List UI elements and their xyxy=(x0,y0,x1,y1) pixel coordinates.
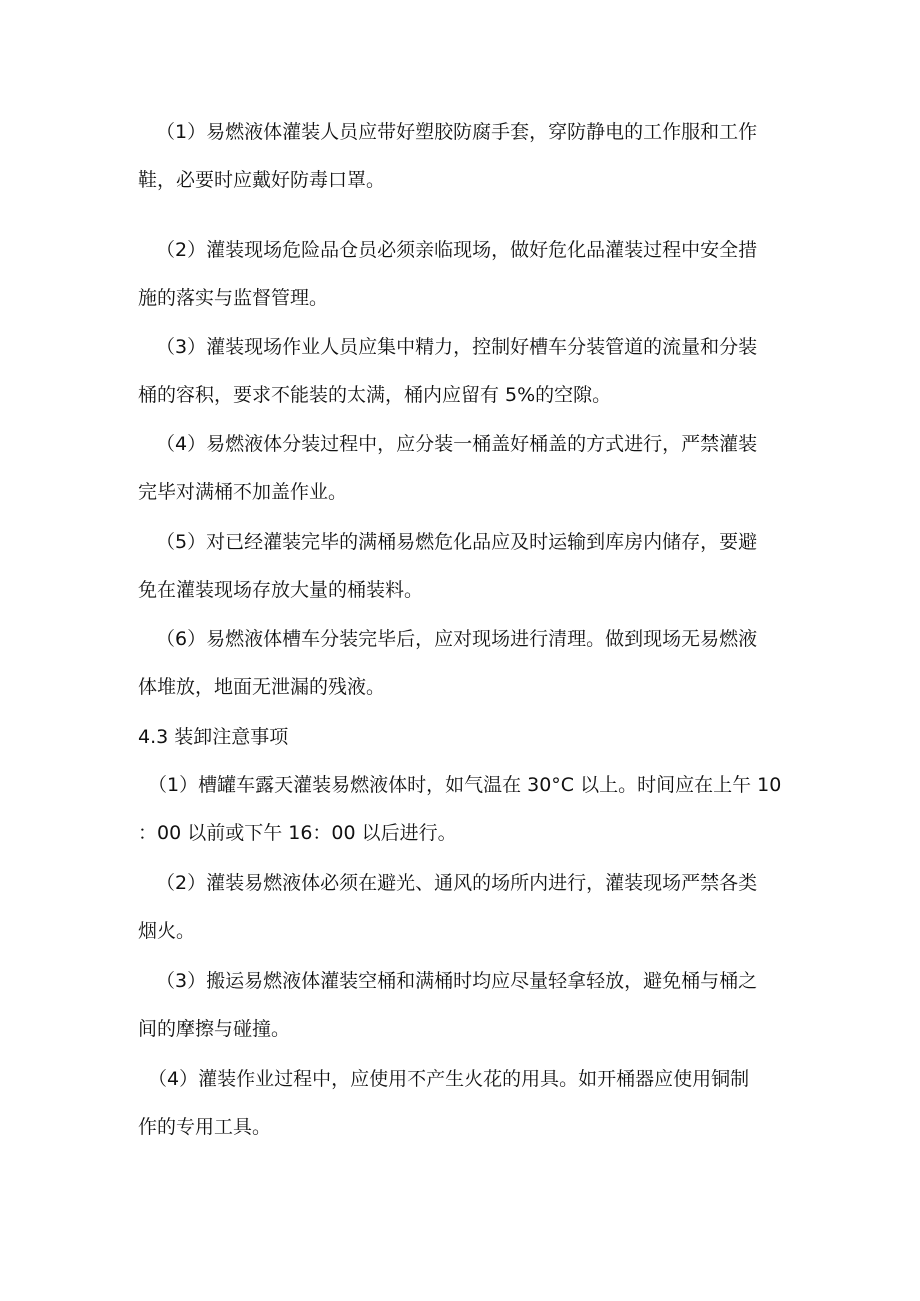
paragraph-5-line-2: 免在灌装现场存放大量的桶装料。 xyxy=(138,579,424,601)
paragraph-1-line-2: 鞋，必要时应戴好防毒口罩。 xyxy=(138,169,386,191)
paragraph-4-line-1: （4）易燃液体分装过程中，应分装一桶盖好桶盖的方式进行，严禁灌装 xyxy=(156,433,758,455)
paragraph-6-line-2: 体堆放，地面无泄漏的残液。 xyxy=(138,676,386,698)
section-paragraph-2-line-1: （2）灌装易燃液体必须在避光、通风的场所内进行，灌装现场严禁各类 xyxy=(156,872,758,894)
paragraph-4-line-2: 完毕对满桶不加盖作业。 xyxy=(138,481,348,503)
paragraph-3-line-1: （3）灌装现场作业人员应集中精力，控制好槽车分装管道的流量和分装 xyxy=(156,336,758,358)
section-paragraph-3-line-1: （3）搬运易燃液体灌装空桶和满桶时均应尽量轻拿轻放，避免桶与桶之 xyxy=(156,970,758,992)
section-paragraph-1-line-2: ：00 以前或下午 16：00 以后进行。 xyxy=(138,822,457,844)
paragraph-6-line-1: （6）易燃液体槽车分装完毕后，应对现场进行清理。做到现场无易燃液 xyxy=(156,628,758,650)
paragraph-1-line-1: （1）易燃液体灌装人员应带好塑胶防腐手套，穿防静电的工作服和工作 xyxy=(156,121,758,143)
section-paragraph-3-line-2: 间的摩擦与碰撞。 xyxy=(138,1018,291,1040)
section-heading: 4.3 装卸注意事项 xyxy=(138,726,289,748)
section-paragraph-4-line-1: （4）灌装作业过程中，应使用不产生火花的用具。如开桶器应使用铜制 xyxy=(148,1068,750,1090)
paragraph-5-line-1: （5）对已经灌装完毕的满桶易燃危化品应及时运输到库房内储存，要避 xyxy=(156,531,758,553)
paragraph-2-line-1: （2）灌装现场危险品仓员必须亲临现场，做好危化品灌装过程中安全措 xyxy=(156,239,758,261)
paragraph-2-line-2: 施的落实与监督管理。 xyxy=(138,287,329,309)
paragraph-3-line-2: 桶的容积，要求不能装的太满，桶内应留有 5%的空隙。 xyxy=(138,384,612,406)
section-paragraph-4-line-2: 作的专用工具。 xyxy=(138,1116,272,1138)
section-paragraph-1-line-1: （1）槽罐车露天灌装易燃液体时，如气温在 30°C 以上。时间应在上午 10 xyxy=(148,774,782,796)
section-paragraph-2-line-2: 烟火。 xyxy=(138,920,196,942)
